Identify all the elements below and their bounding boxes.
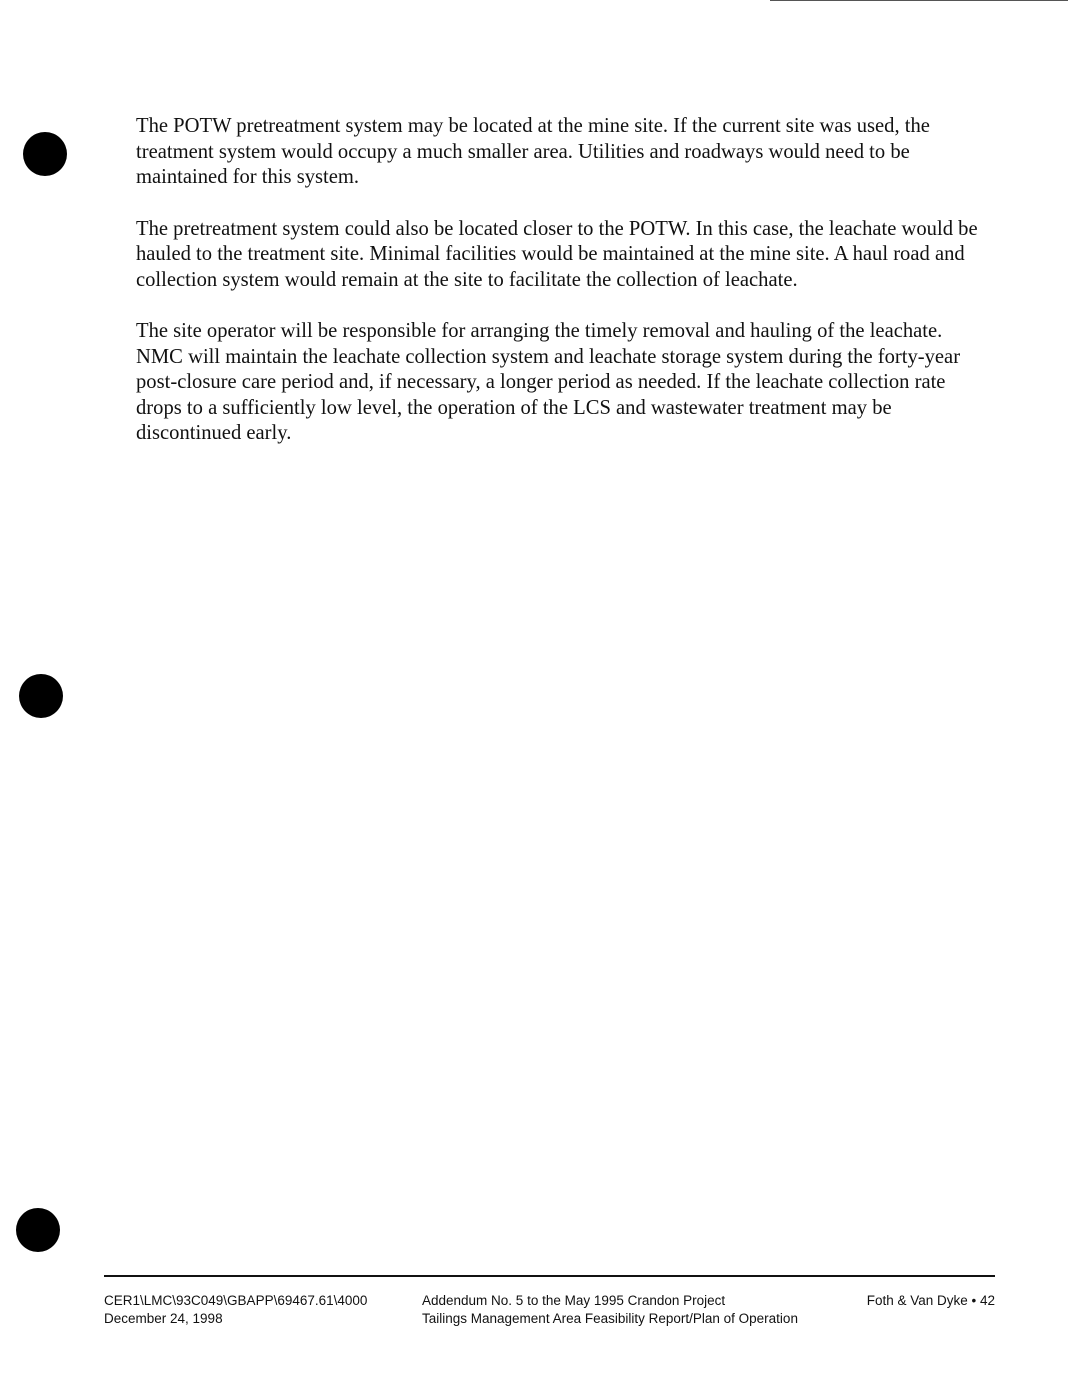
footer-left bbox=[104, 1292, 394, 1328]
top-edge-rule bbox=[770, 0, 1068, 1]
footer-rule bbox=[104, 1275, 995, 1277]
punch-hole-middle bbox=[19, 674, 63, 718]
footer-title-line-1: Addendum No. 5 to the May 1995 Crandon Project bbox=[422, 1293, 726, 1308]
document-body bbox=[136, 114, 978, 473]
paragraph-site-operator: The site operator will be responsible for arranging the timely removal and hauling of the leachate. NMC will maintain the leachate collection system and leachate storage system during the forty-year post-closure care period and, if necessary, a longer period as needed. If the leachate collection rate drops to a sufficiently low level, the operation of the LCS and wastewater treatment may be discontinued early. bbox=[136, 320, 961, 444]
punch-hole-bottom bbox=[16, 1208, 60, 1252]
footer-right bbox=[800, 1292, 995, 1310]
footer-file-path: CER1\LMC\93C049\GBAPP\69467.61\4000 bbox=[104, 1293, 368, 1308]
punch-hole-top bbox=[23, 132, 67, 176]
footer-date: December 24, 1998 bbox=[104, 1311, 223, 1326]
footer-center bbox=[422, 1292, 842, 1328]
footer-title-line-2: Tailings Management Area Feasibility Report/Plan of Operation bbox=[422, 1311, 798, 1326]
footer-company-page: Foth & Van Dyke • 42 bbox=[866, 1293, 995, 1308]
paragraph-potw-site: The POTW pretreatment system may be located at the mine site. If the current site was used, the treatment system would occupy a much smaller area. Utilities and roadways would need to be maintained for this system. bbox=[136, 115, 930, 188]
paragraph-potw-closer: The pretreatment system could also be located closer to the POTW. In this case, the leachate would be hauled to the treatment site. Minimal facilities would be maintained at the mine site. A haul road and collection system would remain at the site to facilitate the collection of leachate. bbox=[136, 217, 978, 291]
